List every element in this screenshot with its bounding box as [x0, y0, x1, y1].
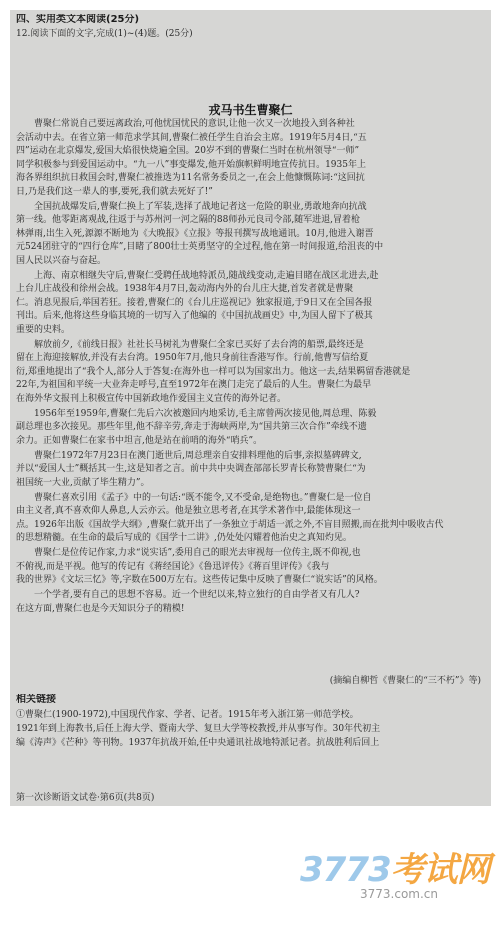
body-line: 曹聚仁常说自己要远离政治,可他忧国忧民的意识,让他一次又一次地投入到各种社 — [34, 119, 355, 129]
body-line: 元524团驻守的“四行仓库”,目睹了800壮士英勇坚守的全过程,他在第一时间报道,给沮丧的中 — [16, 242, 384, 252]
body-line: 同学积极参与到爱国运动中。“九一八”事变爆发,他开始旗帜鲜明地宣传抗日。1935年上 — [16, 159, 366, 170]
body-line: 曹聚仁1972年7月23日在澳门逝世后,周总理亲自安排料理他的后事,亲拟墓碑碑文, — [34, 450, 362, 461]
related-line: 1921年到上海教书,后任上海大学、暨南大学、复旦大学等校教授,并从事写作。30年代初主 — [16, 724, 381, 734]
body-line: 由主义者,真不喜欢仰人鼻息,人云亦云。他是独立思考者,在其学术著作中,最能体现这一 — [16, 506, 361, 516]
body-line: 留在上海迎接解放,并没有去台湾。1950年7月,他只身前往香港写作。行前,他曹写信给夏 — [16, 353, 369, 363]
related-heading: 相关链接 — [16, 694, 56, 705]
body-line: 全国抗战爆发后,曹聚仁换上了军装,选择了战地记者这一危险的职业,勇敢地奔向抗战 — [34, 201, 367, 212]
related-line: ①曹聚仁(1900-1972),中国现代作家、学者、记者。1915年考入浙江第一师范学校。 — [16, 710, 359, 720]
body-line: 会活动中去。在省立第一师范求学其间,曹聚仁被任学生自治会主席。1919年5月4日,“五 — [16, 132, 367, 143]
body-line: 解放前夕,《前线日报》社社长马树礼为曹聚仁全家已买好了去台湾的船票,最终还是 — [34, 339, 364, 350]
exam-page — [10, 10, 491, 806]
body-line: 国人民以兴奋与奋起。 — [16, 255, 107, 266]
body-line: 上海、南京相继失守后,曹聚仁受聘任战地特派员,随战线变动,走遍目睹在战区北进去,赴 — [34, 270, 379, 281]
article-title: 戎马书生曹聚仁 — [208, 103, 293, 117]
source-note: (摘编自柳哲《曹聚仁的“三不朽”》等) — [329, 676, 481, 686]
body-line: 副总理也多次接见。那些年里,他不辞辛劳,奔走于海峡两岸,为“国共第三次合作”牵线不遗 — [16, 422, 367, 432]
body-line: 上台儿庄战役和徐州会战。1938年4月7日,轰动海内外的台儿庄大捷,首发者就是曹聚 — [16, 284, 354, 294]
body-line: 祖国统一大业,贡献了毕生精力”。 — [16, 477, 150, 488]
body-line: 不俯视,而是平视。他写的传记有《蒋经国论》《鲁迅评传》《蒋百里评传》《我与 — [16, 561, 330, 572]
question-prompt: 12.阅读下面的文字,完成(1)~(4)题。(25分) — [16, 29, 193, 39]
watermark-brand: 3773考试网 — [300, 850, 490, 890]
body-line: 第一线。他零距离观战,往返于与苏州河一河之隔的88师孙元良司令部,随军进退,冒着枪 — [16, 215, 361, 225]
body-line: 林弹雨,出生入死,源源不断地为《大晚报》《立报》等报刊撰写战地通讯。10月,他进入谢晋 — [16, 228, 374, 239]
body-line: 点。1926年出版《国故学大纲》,曹聚仁就开出了一条独立于胡适一派之外,不盲目照搬,而在批判中吸收古代 — [16, 519, 444, 530]
body-line: 衍,郑重地提出了“我个人,部分人于答复:在海外也一样可以为国家出力。他这一去,结果羁留香港就是 — [16, 366, 411, 377]
body-line: 余力。正如曹聚仁在家书中坦言,他是站在前哨的海外“哨兵”。 — [16, 435, 263, 446]
body-line: 并以“爱国人士”概括其一生,这是知者之言。前中共中央调查部部长罗青长称赞曹聚仁“为 — [16, 464, 366, 474]
body-line: 22年,为祖国和平统一大业奔走呼号,直至1972年在澳门走完了最后的人生。曹聚仁为最早 — [16, 380, 372, 390]
body-line: 一个学者,要有自己的思想不容易。近一个世纪以来,特立独行的自由学者又有几人? — [34, 590, 360, 600]
body-line: 重要的史料。 — [16, 324, 71, 335]
body-line: 仁。消息见报后,举国若狂。接着,曹聚仁的《台儿庄巡视记》独家报道,于9日又在全国各报 — [16, 297, 373, 308]
body-line: 在海外华文报刊上积极宣传中国新政地作爱国主义宣传的海外记者。 — [16, 393, 287, 404]
page-footer: 第一次诊断语文试卷·第6页(共8页) — [16, 793, 155, 803]
section-heading: 四、实用类文本阅读(25分) — [16, 14, 140, 25]
body-line: 曹聚仁喜欢引用《孟子》中的一句话:“既不能令,又不受命,是绝物也。”曹聚仁是一位自 — [34, 492, 372, 503]
body-line: 日,乃是我们这一辈人的事,要死,我们就去死好了!” — [16, 186, 213, 197]
watermark-logo — [300, 842, 490, 922]
body-line: 曹聚仁是位传记作家,力求“说实话”,委用自己的眼光去审视每一位传主,既不仰视,也 — [34, 548, 361, 558]
body-line: 海各界组织抗日救国会时,曹聚仁被推选为11名常务委员之一,在会上他慷慨陈词:“这回抗 — [16, 173, 365, 183]
related-line: 编《涛声》《芒种》等刊物。1937年抗战开始,任中央通讯社战地特派记者。抗战胜利后回上 — [16, 738, 380, 748]
body-line: 的思想精髓。在生命的最后写成的《国学十二讲》,仍处处闪耀着他治史之真知灼见。 — [16, 533, 352, 543]
body-line: 我的世界》《文坛三忆》等,字数在500万左右。这些传记集中反映了曹聚仁“说实话”的风格。 — [16, 575, 383, 585]
body-line: 四”运动在北京爆发,爱国大焰很快烧遍全国。20岁不到的曹聚仁当时在杭州领导“一师” — [16, 146, 360, 156]
body-line: 刊出。后来,他将这些身临其境的一切写入了他编的《中国抗战画史》中,为国人留下了极其 — [16, 311, 373, 321]
body-line: 1956年至1959年,曹聚仁先后六次被邀回内地采访,毛主席曾两次接见他,周总理、陈毅 — [34, 408, 377, 419]
body-line: 在这方面,曹聚仁也是今天知识分子的精模! — [16, 603, 185, 614]
watermark-url: 3773.com.cn — [360, 887, 438, 901]
